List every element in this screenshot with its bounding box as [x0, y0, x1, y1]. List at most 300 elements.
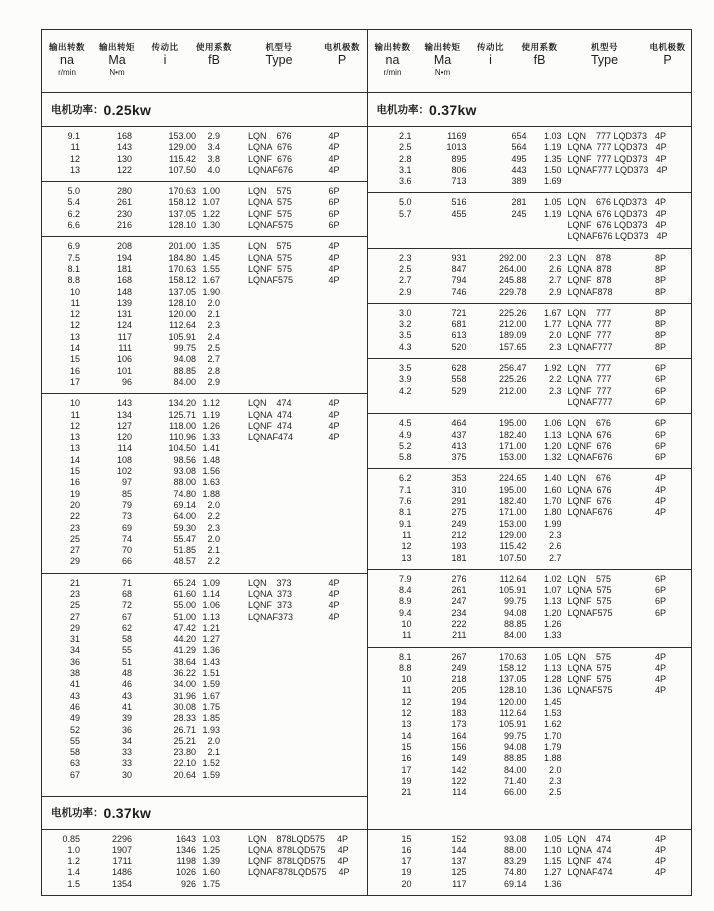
cell-ma: 437 — [451, 429, 467, 440]
cell-p: 4P — [328, 588, 340, 599]
cell-na: 10 — [69, 398, 80, 409]
cell-p: 4P — [328, 252, 340, 263]
cell-p: 6P — [655, 396, 667, 407]
cell-ma: 74 — [121, 533, 132, 544]
cell-fb: 1.36 — [202, 645, 220, 656]
cell-ma: 2296 — [111, 833, 132, 844]
cell-ma — [412, 220, 467, 231]
cell-type — [220, 309, 317, 320]
cell-ma: 46 — [121, 679, 132, 690]
cell-fb: 1.05 — [543, 197, 562, 208]
cell-i: 25.21 — [173, 735, 196, 746]
table-row — [42, 432, 367, 443]
column-zh-label: 输出转矩 — [98, 42, 135, 52]
cell-fb: 3.4 — [207, 142, 220, 153]
cell-na: 34 — [69, 645, 80, 656]
cell-i: 93.08 — [503, 833, 527, 844]
table-row — [42, 410, 367, 421]
cell-na: 1.0 — [67, 844, 80, 855]
cell-na: 2.1 — [398, 131, 412, 141]
cell-i: 84.00 — [173, 376, 196, 387]
cell-ma: 212 — [451, 529, 467, 540]
column-symbol: Type — [265, 53, 293, 67]
cell-ma: 721 — [451, 307, 467, 318]
cell-fb: 1.60 — [202, 867, 220, 878]
cell-ma: 261 — [451, 585, 467, 596]
cell-type: LQNA 777 LQD373 — [567, 142, 648, 153]
cell-type — [220, 443, 317, 454]
cell-i: 171.00 — [498, 440, 527, 451]
cell-ma: 1013 — [446, 142, 467, 153]
cell-ma: 33 — [121, 747, 132, 758]
cell-i — [467, 220, 527, 231]
cell-ma: 353 — [451, 473, 467, 484]
cell-type — [220, 634, 317, 645]
cell-p — [647, 519, 691, 530]
cell-na: 63 — [69, 758, 80, 769]
cell-i: 171.00 — [498, 507, 527, 518]
cell-p — [647, 879, 691, 890]
cell-ma: 114 — [452, 787, 467, 798]
cell-fb: 1.22 — [202, 208, 220, 219]
cell-na: 15 — [401, 833, 412, 844]
cell-i: 84.00 — [503, 764, 527, 775]
column-zh-label: 输出转数 — [48, 42, 85, 52]
cell-ma: 39 — [121, 713, 132, 724]
cell-ma: 143 — [116, 398, 132, 409]
cell-i: 23.80 — [173, 747, 196, 758]
cell-fb: 2.9 — [548, 286, 562, 297]
cell-fb: 1.62 — [543, 719, 562, 730]
table-row — [368, 452, 692, 463]
cell-p: 8P — [655, 263, 667, 274]
cell-i: 157.65 — [498, 341, 527, 352]
cell-p — [647, 530, 691, 541]
cell-na: 20 — [69, 499, 80, 510]
cell-type — [562, 630, 648, 641]
cell-ma: 194 — [451, 696, 467, 707]
cell-type — [562, 787, 648, 798]
table-row — [42, 197, 367, 208]
cell-na: 14 — [69, 343, 80, 354]
cell-i: 112.64 — [499, 573, 527, 584]
cell-na: 8.4 — [398, 585, 412, 596]
cell-i: 134.20 — [168, 398, 196, 409]
cell-i: 88.85 — [503, 618, 527, 629]
cell-na: 7.9 — [398, 573, 412, 584]
table-row — [368, 541, 692, 552]
cell-ma: 218 — [451, 674, 467, 685]
cell-fb: 1.50 — [543, 164, 562, 175]
cell-p — [317, 679, 367, 690]
cell-na: 49 — [69, 713, 80, 724]
power-row — [42, 796, 367, 829]
cell-type: LQN 575 — [248, 186, 292, 197]
cell-ma: 713 — [451, 176, 467, 187]
column-header-poles — [318, 42, 366, 92]
spec-block — [42, 573, 367, 786]
cell-fb: 1.52 — [202, 758, 220, 769]
cell-i: 170.63 — [498, 651, 527, 662]
table-row — [42, 165, 367, 176]
cell-na: 13 — [401, 552, 412, 563]
cell-i: 94.08 — [503, 741, 527, 752]
cell-na: 4.3 — [398, 341, 412, 352]
cell-fb: 2.3 — [207, 320, 220, 331]
cell-i: 118.00 — [169, 420, 196, 431]
cell-type — [220, 713, 317, 724]
cell-type: LQNA 676 LQD373 — [567, 208, 648, 219]
cell-na: 19 — [69, 488, 80, 499]
cell-type: LQNA 474 — [248, 409, 293, 420]
cell-ma: 208 — [116, 241, 132, 252]
cell-i — [467, 397, 527, 408]
cell-fb: 1.20 — [543, 607, 562, 618]
cell-ma: 558 — [451, 374, 467, 385]
cell-ma: 130 — [116, 153, 132, 164]
cell-na: 4.2 — [398, 385, 412, 396]
cell-type: LQNF 474 — [567, 856, 612, 867]
cell-p: 8P — [655, 252, 667, 263]
cell-type: LQNF 575 — [248, 263, 293, 274]
cell-type: LQN 676 LQD373 — [567, 197, 648, 208]
table-row — [42, 612, 367, 623]
cell-i: 22.10 — [173, 758, 196, 769]
cell-na: 2.9 — [398, 286, 412, 297]
cell-type: LQN 878LQD575 — [248, 833, 326, 844]
cell-i: 105.91 — [498, 719, 527, 730]
cell-type — [220, 320, 317, 331]
cell-na: 11 — [402, 685, 412, 696]
cell-ma: 66 — [121, 556, 132, 567]
column-zh-label: 电机极数 — [323, 42, 360, 52]
column-header-output-speed — [42, 42, 92, 92]
column-symbol: Type — [590, 53, 619, 67]
cell-na: 16 — [401, 844, 412, 855]
cell-ma: 181 — [451, 552, 467, 563]
table-row — [42, 142, 367, 153]
cell-fb: 2.0 — [207, 297, 220, 308]
cell-type — [562, 530, 648, 541]
cell-type — [220, 668, 317, 679]
cell-p: 6P — [328, 197, 340, 208]
cell-fb: 1.35 — [543, 153, 562, 164]
table-row — [42, 287, 367, 298]
table-row — [368, 697, 692, 708]
table-row — [368, 507, 692, 518]
cell-p — [317, 713, 367, 724]
cell-ma: 464 — [451, 418, 467, 429]
cell-ma: 67 — [121, 611, 132, 622]
cell-fb: 1.03 — [202, 833, 220, 844]
cell-na: 6.9 — [67, 241, 80, 252]
cell-type — [220, 736, 317, 747]
cell-p: 4P — [655, 685, 667, 696]
table-row — [368, 363, 692, 374]
cell-i: 225.26 — [498, 374, 527, 385]
cell-type: LQN 676 — [248, 131, 292, 141]
cell-p — [317, 879, 367, 890]
cell-type: LQNAF373 — [248, 611, 294, 622]
table-row — [42, 600, 367, 611]
table-row — [42, 691, 367, 702]
cell-i: 71.40 — [503, 775, 527, 786]
cell-type: LQNF 878 — [567, 275, 612, 286]
cell-fb: 1.59 — [202, 679, 220, 690]
cell-type — [562, 731, 648, 742]
cell-i: 292.00 — [498, 252, 527, 263]
table-row — [42, 845, 367, 856]
cell-na: 22 — [69, 511, 80, 522]
table-row — [42, 500, 367, 511]
cell-i: 443 — [511, 164, 527, 175]
cell-ma — [412, 397, 467, 408]
cell-p — [647, 708, 691, 719]
cell-fb — [527, 220, 562, 231]
cell-ma: 183 — [451, 708, 467, 719]
column-zh-label: 电机极数 — [649, 42, 686, 52]
cell-ma: 267 — [451, 651, 467, 662]
cell-p: 4P — [655, 833, 667, 844]
cell-i: 61.60 — [173, 588, 196, 599]
cell-p: 4P — [328, 275, 340, 286]
table-row — [42, 578, 367, 589]
cell-p: 4P — [656, 231, 668, 242]
cell-fb: 1.48 — [202, 454, 220, 465]
column-zh-label: 使用系数 — [195, 42, 232, 52]
cell-type — [220, 770, 317, 781]
cell-p — [647, 731, 691, 742]
table-row — [368, 342, 692, 353]
table-row — [368, 867, 692, 878]
cell-fb: 2.6 — [548, 263, 562, 274]
table-row — [42, 354, 367, 365]
cell-p: 4P — [338, 867, 350, 878]
cell-i: 112.64 — [169, 320, 196, 331]
cell-i: 225.26 — [498, 307, 527, 318]
cell-i: 264.00 — [498, 263, 527, 274]
cell-type: LQNF 373 — [248, 600, 293, 611]
cell-na: 10 — [401, 674, 412, 685]
cell-na: 6.6 — [67, 220, 80, 231]
cell-ma: 36 — [121, 724, 132, 735]
cell-fb: 1.26 — [543, 618, 562, 629]
cell-p: 4P — [655, 208, 667, 219]
column-symbol: na — [385, 53, 400, 67]
cell-p: 6P — [655, 374, 667, 385]
cell-p: 6P — [328, 208, 340, 219]
cell-i: 137.05 — [498, 674, 527, 685]
table-row — [368, 630, 692, 641]
cell-na: 29 — [69, 622, 80, 633]
table-row — [42, 736, 367, 747]
cell-type: LQNF 575 — [248, 208, 293, 219]
cell-na: 3.6 — [398, 176, 412, 187]
cell-type — [220, 455, 317, 466]
cell-fb: 1.33 — [543, 630, 562, 641]
cell-p: 4P — [337, 833, 349, 844]
table-row — [42, 645, 367, 656]
table-row — [368, 319, 692, 330]
cell-na — [368, 397, 412, 408]
cell-ma: 137 — [451, 856, 467, 867]
cell-p: 4P — [655, 844, 667, 855]
cell-p — [317, 668, 367, 679]
cell-p — [647, 742, 691, 753]
cell-fb: 1.10 — [543, 844, 562, 855]
cell-i: 153.00 — [498, 518, 527, 529]
cell-p: 4P — [328, 611, 340, 622]
cell-na: 29 — [69, 556, 80, 567]
cell-type — [562, 719, 648, 730]
cell-ma: 68 — [121, 588, 132, 599]
table-row — [368, 197, 692, 208]
cell-ma: 108 — [116, 454, 132, 465]
table-row — [42, 511, 367, 522]
column-symbol: i — [163, 53, 167, 67]
cell-fb: 1.21 — [202, 622, 220, 633]
cell-fb: 1.02 — [543, 573, 562, 584]
cell-p — [317, 443, 367, 454]
column-zh-label: 使用系数 — [521, 42, 558, 52]
table-row — [368, 154, 692, 165]
cell-ma: 931 — [451, 252, 467, 263]
cell-p — [647, 719, 691, 730]
cell-p — [317, 477, 367, 488]
cell-ma: 156 — [451, 741, 467, 752]
cell-p — [647, 753, 691, 764]
cell-p: 4P — [656, 164, 668, 175]
table-row — [42, 523, 367, 534]
cell-i: 256.47 — [498, 363, 527, 374]
cell-ma: 168 — [116, 275, 132, 286]
column-symbol: na — [60, 53, 74, 67]
column-header-output-speed — [368, 42, 418, 92]
table-row — [42, 879, 367, 890]
cell-p — [317, 645, 367, 656]
cell-na: 8.1 — [67, 263, 80, 274]
cell-na: 4.9 — [398, 429, 412, 440]
cell-type: LQNA 878 — [567, 263, 612, 274]
table-row — [368, 530, 692, 541]
cell-na: 17 — [401, 764, 412, 775]
cell-i: 495 — [511, 153, 527, 164]
cell-type — [220, 702, 317, 713]
cell-p — [317, 455, 367, 466]
table-row — [42, 421, 367, 432]
cell-i: 128.10 — [498, 685, 527, 696]
table-row — [368, 553, 692, 564]
cell-na: 43 — [69, 690, 80, 701]
column-symbol: P — [337, 53, 347, 67]
cell-type: LQNF 676 — [567, 496, 612, 507]
table-row — [368, 619, 692, 630]
cell-type: LQNAF878LQD575 — [248, 867, 327, 878]
spec-block — [42, 126, 367, 181]
cell-type: LQN 373 — [248, 577, 292, 588]
cell-na: 3.2 — [398, 319, 412, 330]
cell-i: 245 — [511, 208, 527, 219]
table-row — [42, 443, 367, 454]
cell-na: 27 — [69, 545, 80, 556]
cell-fb: 1.13 — [543, 662, 562, 673]
cell-na: 55 — [69, 735, 80, 746]
cell-type: LQNA 575 — [567, 585, 612, 596]
cell-fb: 1.28 — [543, 674, 562, 685]
table-row — [42, 209, 367, 220]
table-row — [42, 377, 367, 388]
cell-ma: 96 — [121, 376, 132, 387]
cell-i: 55.47 — [173, 533, 196, 544]
cell-p — [317, 556, 367, 567]
cell-i: 129.00 — [168, 142, 196, 153]
cell-i: 153.00 — [168, 131, 196, 141]
cell-na: 2.7 — [398, 275, 412, 286]
cell-p: 6P — [655, 440, 667, 451]
cell-i: 38.64 — [173, 656, 196, 667]
cell-type — [220, 679, 317, 690]
cell-na: 6.2 — [398, 473, 412, 484]
cell-fb: 1.45 — [543, 696, 562, 707]
cell-p: 8P — [655, 275, 667, 286]
cell-ma: 148 — [116, 286, 132, 297]
column-header-service-factor — [514, 42, 566, 92]
cell-ma: 41 — [121, 701, 132, 712]
table-row — [42, 713, 367, 724]
motor-spec-sheet — [41, 29, 692, 896]
cell-i: 69.14 — [173, 499, 196, 510]
cell-type: LQN 575 — [567, 651, 612, 662]
cell-ma: 122 — [116, 164, 132, 175]
table-row — [42, 834, 367, 845]
cell-p: 6P — [655, 363, 667, 374]
table-row — [42, 253, 367, 264]
cell-p: 4P — [328, 142, 340, 153]
cell-fb: 1.92 — [543, 363, 562, 374]
cell-na: 12 — [69, 309, 80, 320]
spec-block — [368, 413, 692, 468]
cell-fb: 1.15 — [543, 856, 562, 867]
cell-na: 5.0 — [67, 186, 80, 197]
cell-na: 10 — [69, 286, 80, 297]
table-row — [368, 253, 692, 264]
cell-i: 128.10 — [168, 220, 196, 231]
cell-ma: 134 — [116, 409, 132, 420]
cell-i — [467, 231, 527, 242]
spec-block — [42, 393, 367, 572]
cell-ma: 516 — [451, 197, 467, 208]
cell-ma: 72 — [121, 600, 132, 611]
cell-ma: 101 — [116, 365, 132, 376]
table-row — [368, 776, 692, 787]
cell-na: 15 — [69, 354, 80, 365]
cell-fb: 2.0 — [207, 533, 220, 544]
cell-na: 31 — [69, 634, 80, 645]
cell-type — [220, 534, 317, 545]
cell-na: 19 — [401, 867, 412, 878]
cell-type — [220, 545, 317, 556]
cell-p — [317, 320, 367, 331]
cell-i: 926 — [180, 878, 196, 889]
table-row — [42, 220, 367, 231]
cell-fb: 1.51 — [202, 668, 220, 679]
cell-ma: 122 — [451, 775, 467, 786]
table-row — [368, 308, 692, 319]
cell-ma: 79 — [121, 499, 132, 510]
cell-ma: 261 — [116, 197, 132, 208]
cell-i: 105.91 — [498, 585, 527, 596]
table-row — [42, 867, 367, 878]
